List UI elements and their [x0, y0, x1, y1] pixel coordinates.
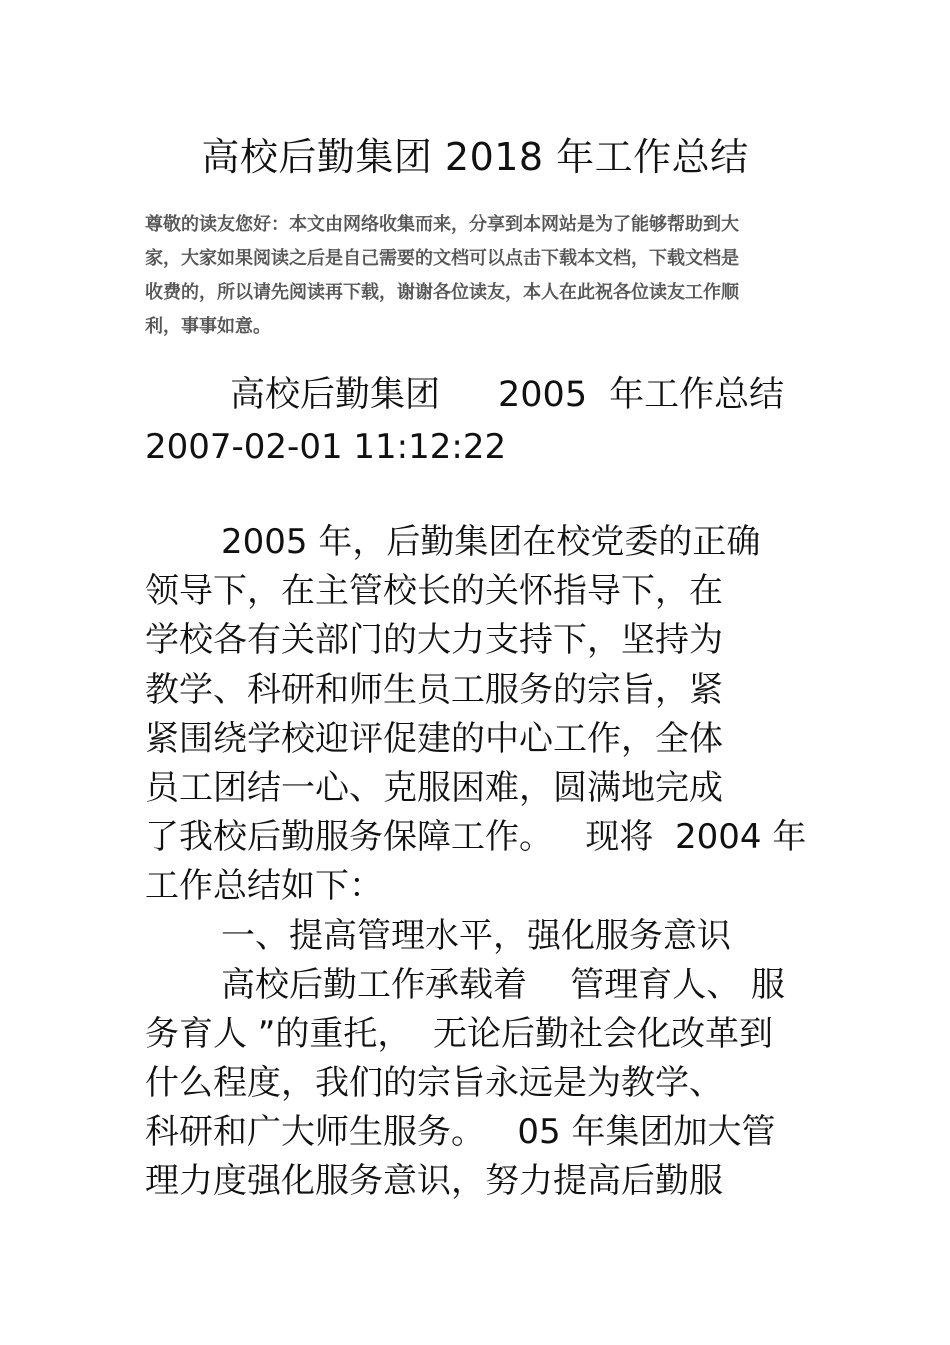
body-line-text: 2005 年，后勤集团在校党委的正确: [221, 522, 761, 562]
section-heading-text: 一、提高管理水平，强化服务意识: [221, 915, 731, 956]
download-notice: [145, 208, 805, 344]
notice-line: 利，事事如意。: [145, 316, 271, 337]
body-line: 什么程度，我们的宗旨永远是为教学、: [145, 1063, 723, 1104]
body-line: 理力度强化服务意识，努力提高后勤服: [145, 1161, 723, 1202]
article-title-org: 高校后勤集团: [230, 375, 441, 415]
document-title: 高校后勤集团 2018 年工作总结: [201, 135, 749, 179]
article-body: [145, 518, 815, 1207]
notice-line: 家，大家如果阅读之后是自己需要的文档可以点击下载本文档，下载文档是: [145, 248, 739, 269]
article-title: [230, 372, 784, 418]
body-line: 了我校后勤服务保障工作。 现将 2004 年: [145, 817, 807, 858]
notice-line: 尊敬的读友您好：本文由网络收集而来，分享到本网站是为了能够帮助到大: [145, 214, 739, 235]
body-line: [145, 961, 815, 1010]
notice-line: 收费的，所以请先阅读再下载，谢谢各位读友，本人在此祝各位读友工作顺: [145, 282, 739, 303]
article-title-year: 2005: [498, 375, 588, 415]
body-line: 科研和广大师生服务。 05 年集团加大管: [145, 1112, 776, 1153]
section-heading: [145, 912, 815, 961]
article-title-suffix: 年工作总结: [609, 375, 785, 415]
body-line: 教学、科研和师生员工服务的宗旨，紧: [145, 669, 723, 710]
body-line: [145, 518, 815, 567]
body-line: 务育人 ”的重托， 无论后勤社会化改革到: [145, 1013, 774, 1054]
body-line: 员工团结一心、克服困难，圆满地完成: [145, 767, 723, 808]
body-line-text: 高校后勤工作承载着 管理育人、 服: [221, 964, 786, 1005]
body-line: 学校各有关部门的大力支持下，坚持为: [145, 620, 723, 661]
body-line: 紧围绕学校迎评促建的中心工作，全体: [145, 718, 723, 759]
article-timestamp: 2007-02-01 11:12:22: [145, 427, 507, 467]
body-line: 领导下，在主管校长的关怀指导下，在: [145, 571, 723, 612]
body-line: 工作总结如下：: [145, 866, 383, 907]
